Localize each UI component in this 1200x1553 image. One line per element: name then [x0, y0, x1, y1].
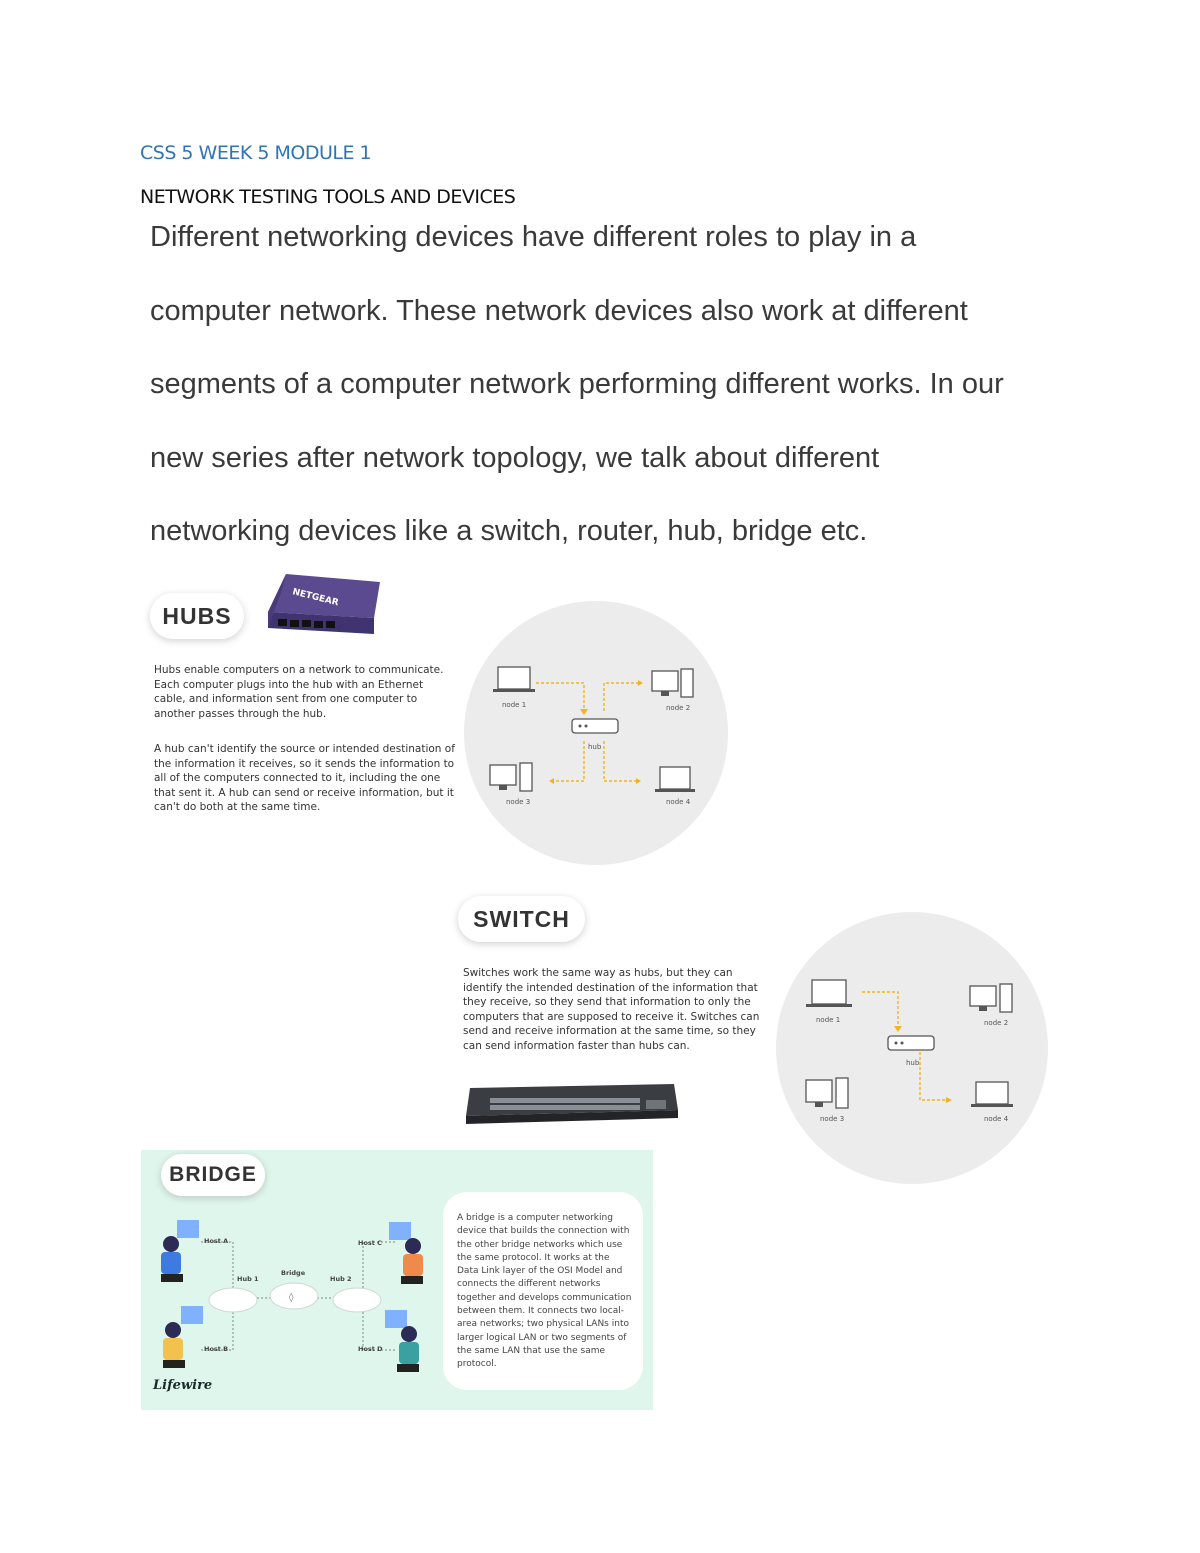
host-c-label: Host C	[358, 1239, 382, 1247]
host-d-label: Host D	[358, 1345, 383, 1353]
bridge-diagram	[141, 1150, 441, 1410]
hub-diagram	[464, 601, 728, 865]
hub-brand-text: NETGEAR	[291, 587, 340, 609]
bridge-panel	[141, 1150, 653, 1410]
course-title: CSS 5 WEEK 5 MODULE 1	[140, 142, 372, 164]
switch-diagram-node2-label: node 2	[984, 1019, 1009, 1027]
hubs-paragraph-2: A hub can't identify the source or intended destination of the information it receives, so it sends the information to all of the computers connected to it, including the one that sent it. A hub can send or receive information, but it can't do both at the same time.	[154, 743, 455, 813]
hubs-paragraph-1: Hubs enable computers on a network to communicate. Each computer plugs into the hub with an Ethernet cable, and information sent from one computer to another passes through the hub.	[154, 664, 444, 720]
bridge-text-card	[443, 1192, 643, 1390]
bridge-device-label: Bridge	[281, 1269, 306, 1277]
switch-diagram-center-label: hub	[906, 1059, 920, 1067]
intro-line: computer network. These network devices also work at different	[150, 294, 968, 327]
hubs-heading: HUBS	[150, 593, 244, 639]
hub-diagram-center-label: hub	[588, 743, 602, 751]
hub-diagram-node2-label: node 2	[666, 704, 691, 712]
switch-heading: SWITCH	[458, 896, 585, 942]
switch-paragraph: Switches work the same way as hubs, but they can identify the intended destination of the information that they receive, so they send that information to only the computers that are supposed to receive it. Switches can send and receive information at the same time, so they can send information faster than hubs can.	[463, 967, 760, 1052]
bridge-paragraph: A bridge is a computer networking device that builds the connection with the other bridge networks which use the same protocol. It works at the Data Link layer of the OSI Model and connects the different networks together and develops communication between them. It connects two local-area networks; two physical LANs into larger logical LAN or two segments of the same LAN that use the same protocol.	[457, 1213, 632, 1370]
switch-diagram-node3-label: node 3	[820, 1115, 845, 1123]
switch-diagram-node4-label: node 4	[984, 1115, 1009, 1123]
host-a-label: Host A	[204, 1237, 229, 1245]
section-title: NETWORK TESTING TOOLS AND DEVICES	[140, 186, 516, 208]
hub-diagram-node4-label: node 4	[666, 798, 691, 806]
intro-paragraph	[150, 212, 1080, 580]
intro-line: Different networking devices have different roles to play in a	[150, 221, 917, 253]
hub-1-label: Hub 1	[237, 1275, 259, 1283]
host-b-label: Host B	[204, 1345, 229, 1353]
intro-line: new series after network topology, we talk about different	[150, 441, 880, 474]
hub-diagram-node1-label: node 1	[502, 701, 527, 709]
svg-text:◊: ◊	[289, 1293, 294, 1303]
bridge-heading: BRIDGE	[161, 1154, 265, 1196]
switch-diagram-node1-label: node 1	[816, 1016, 841, 1024]
intro-line: segments of a computer network performing different works. In our	[150, 368, 1004, 400]
switch-device-image	[464, 1080, 680, 1124]
hub-device-image	[262, 568, 384, 640]
switch-diagram	[776, 912, 1048, 1184]
hub-2-label: Hub 2	[330, 1275, 352, 1283]
intro-line: networking devices like a switch, router, hub, bridge etc.	[150, 515, 868, 547]
hub-diagram-node3-label: node 3	[506, 798, 531, 806]
lifewire-logo: Lifewire	[153, 1378, 213, 1393]
